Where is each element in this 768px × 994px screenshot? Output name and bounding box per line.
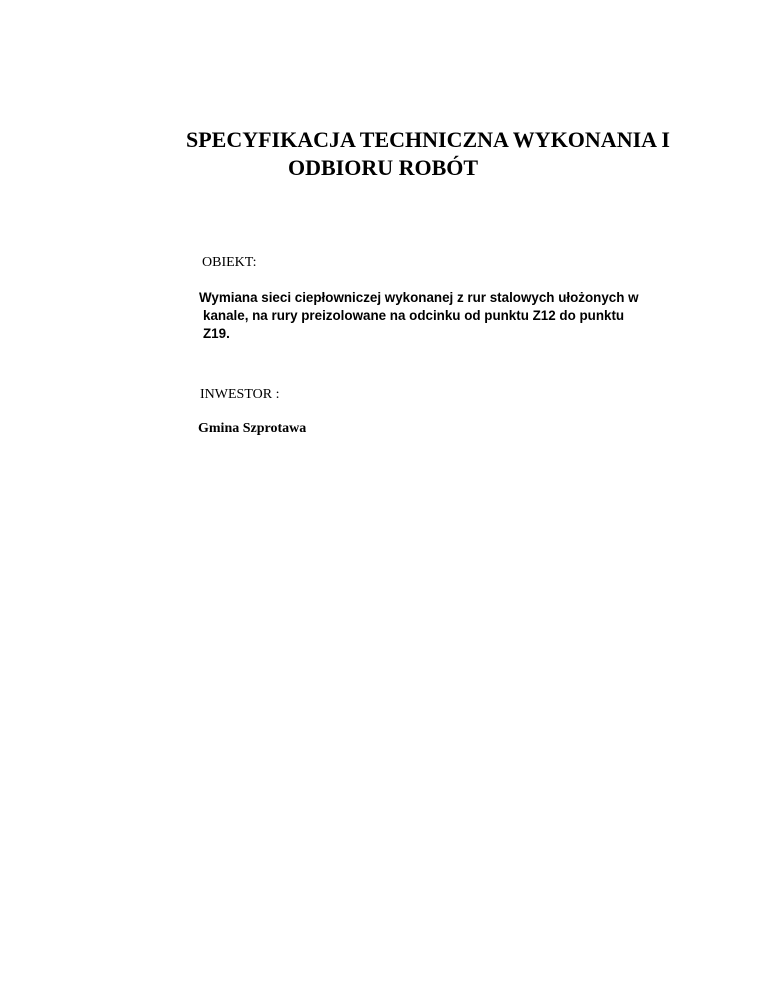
obiekt-description-line: kanale, na rury preizolowane na odcinku od punktu Z12 do punktu xyxy=(203,308,625,323)
inwestor-name: Gmina Szprotawa xyxy=(198,421,307,436)
obiekt-description-line: Wymiana sieci ciepłowniczej wykonanej z rur stalowych ułożonych w xyxy=(199,290,639,305)
document-title-line: ODBIORU ROBÓT xyxy=(288,155,479,180)
inwestor-label: INWESTOR : xyxy=(200,387,280,402)
obiekt-description-line: Z19. xyxy=(203,326,230,341)
obiekt-label: OBIEKT: xyxy=(202,255,257,270)
document-title-line: SPECYFIKACJA TECHNICZNA WYKONANIA I xyxy=(186,127,670,152)
obiekt-description xyxy=(199,289,739,343)
document-title xyxy=(160,126,720,182)
